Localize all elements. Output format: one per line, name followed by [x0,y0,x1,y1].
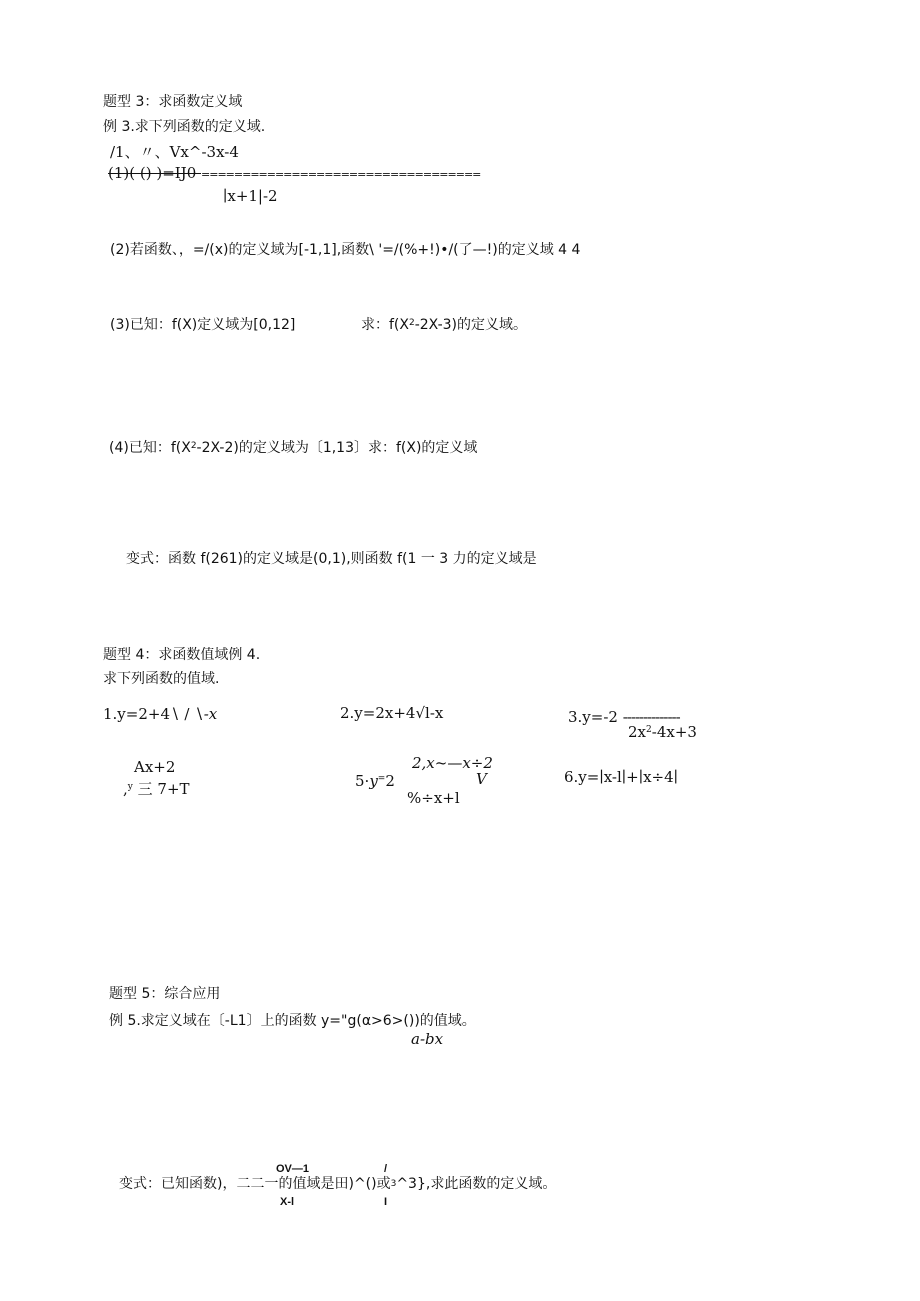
question3-den-a: 2x [628,723,647,741]
variant5-main [119,1175,556,1193]
question5-label: 5· [355,772,370,790]
variant5-main-sub: 3 [390,1179,397,1189]
section3-heading: 题型 3：求函数定义域 [103,94,243,110]
question1-a: 1.y=2+4∖ / ∖ [103,705,204,723]
variant5-bottom-mark: I [384,1196,388,1208]
section5-heading: 题型 5：综合应用 [109,986,221,1002]
question5-numerator: 2,x~—x÷2 [412,754,493,772]
variant5-main-c: ^3},求此函数的定义域。 [396,1176,557,1192]
example5-title: 例 5.求定义域在〔-L1〕上的函数 y="g(α>6>())的值域。 [109,1013,476,1029]
example3-title: 例 3.求下列函数的定义域. [103,119,266,135]
question1 [103,705,217,723]
problem3-right-b: -2X-3)的定义域。 [414,317,527,333]
problem4 [109,439,477,457]
question3-den-sup: 2 [646,725,652,735]
question4-bottom [123,780,190,798]
problem4-superscript: 2 [190,441,197,451]
problem4-a: (4)已知：f(X [109,440,191,456]
variant5-main-a: 变式：已知函数)，二二一的值域是田) [119,1176,354,1192]
example5-subline: a-bx [411,1030,444,1048]
question3-fraction-bar: -------------- [622,708,680,726]
section4-prompt: 求下列函数的值域. [103,671,220,687]
variant5-top-slash: / [384,1163,388,1175]
question4-pre: , [123,780,128,798]
problem1-top-line: /1、〃、Vx^-3x-4 [110,143,239,161]
problem4-b: -2X-2)的定义域为〔1,13〕求：f(X)的定义域 [196,440,478,456]
question4-sup: y [127,782,133,792]
question3-den-b: -4x+3 [651,723,697,741]
problem3-left: (3)已知：f(X)定义域为[0,12] [110,317,296,333]
question5-sup: = [377,774,386,784]
variant5-main-b: ^()或 [353,1176,391,1192]
question3-a: 3.y=-2 [568,708,623,726]
problem1-fraction-bar: ================================== [201,168,481,181]
question5-y: y [369,772,378,790]
problem2: (2)若函数、，=/(x)的定义域为[-1,1],函数\ '=/(%+!)•/(了—!)的定义域 4 4 [110,242,581,258]
problem3-right [361,316,527,334]
question5-rest: 2 [385,772,395,790]
variant3: 变式：函数 f(261)的定义域是(0,1),则函数 f(1 一 3 力的定义域是 [126,551,537,567]
question4-post: 三 7+T [132,780,190,798]
question2: 2.y=2x+4√l-x [340,704,444,722]
question5-lhs [355,772,395,790]
problem1-denominator: ∣x+1|-2 [223,187,278,205]
problem1-formula-line [108,164,480,184]
variant5-denominator: X-l [280,1196,295,1208]
problem1-formula: (1)( () )=IJ0 [108,164,202,182]
question4-top: Ax+2 [134,758,176,776]
question5-v: V [476,770,487,788]
variant5-numerator: OV—1 [276,1163,310,1175]
section4-heading: 题型 4：求函数值域例 4. [103,647,261,663]
question1-b: -x [203,705,218,723]
question3-denominator [628,723,697,741]
problem3-right-a: 求：f(X [361,317,409,333]
question5-denominator: %÷x+l [407,789,460,807]
question6: 6.y=∣x-l∣+∣x÷4∣ [564,768,679,786]
problem3-superscript: 2 [408,318,415,328]
